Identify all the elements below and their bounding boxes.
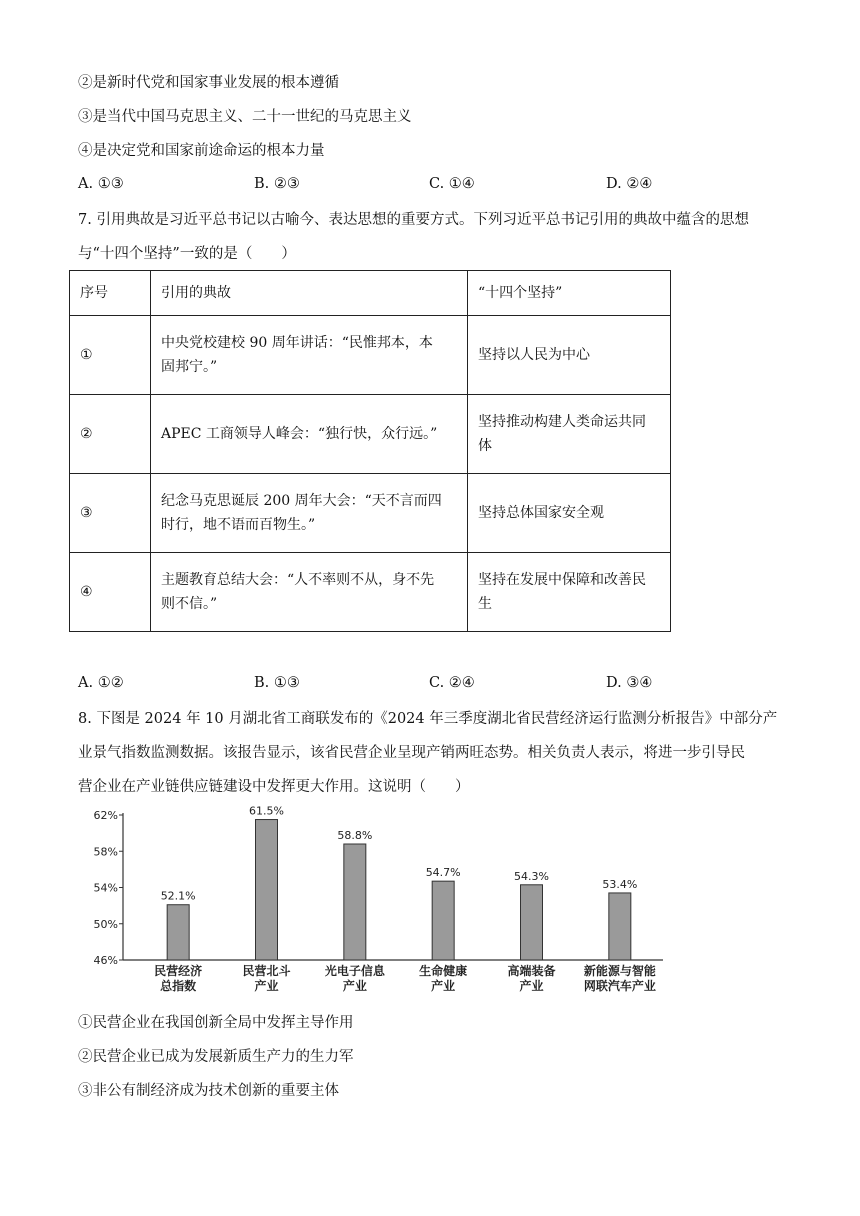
row-allusion: 主题教育总结大会：“人不率则不从，身不先 则不信。” (151, 553, 468, 632)
header-index: 序号 (70, 271, 151, 316)
x-tick-label: 产业 (519, 979, 544, 993)
q8-stem-line1: 8. 下图是 2024 年 10 月湖北省工商联发布的《2024 年三季度湖北省民营经济运行监测分析报告》中部分产 (78, 711, 778, 727)
x-tick-label: 高端装备 (507, 964, 556, 978)
table-row (70, 474, 671, 553)
y-tick-label: 50% (93, 917, 118, 931)
data-label: 54.3% (514, 869, 549, 883)
row-number: ④ (70, 553, 151, 632)
table-row (70, 316, 671, 395)
statement-3: ③是当代中国马克思主义、二十一世纪的马克思主义 (78, 109, 412, 125)
row-allusion: 中央党校建校 90 周年讲话：“民惟邦本，本 固邦宁。” (151, 316, 468, 395)
data-label: 54.7% (425, 866, 461, 880)
data-label: 58.8% (337, 829, 373, 842)
y-tick-label: 62% (93, 809, 118, 822)
statement-4: ④是决定党和国家前途命运的根本力量 (78, 143, 325, 159)
q7-options (78, 675, 718, 695)
q7-option-b[interactable]: B. ①③ (254, 675, 300, 691)
bar (344, 844, 366, 960)
x-tick-label: 民营北斗 (242, 964, 291, 978)
q8-choice-1: ①民营企业在我国创新全局中发挥主导作用 (78, 1015, 354, 1031)
table-row (70, 553, 671, 632)
table-row (70, 395, 671, 474)
q6-option-a[interactable]: A. ①③ (78, 176, 124, 192)
x-tick-label: 产业 (254, 979, 279, 993)
statement-2: ②是新时代党和国家事业发展的根本遵循 (78, 75, 339, 91)
row-number: ① (70, 316, 151, 395)
q8-choice-3: ③非公有制经济成为技术创新的重要主体 (78, 1083, 339, 1099)
q7-option-a[interactable]: A. ①② (78, 675, 124, 691)
row-adherence: 坚持在发展中保障和改善民 生 (468, 553, 671, 632)
q6-option-c[interactable]: C. ①④ (429, 176, 475, 192)
q8-choice-2: ②民营企业已成为发展新质生产力的生力军 (78, 1049, 354, 1065)
q6-options (78, 176, 718, 196)
x-tick-label: 产业 (342, 979, 367, 993)
x-tick-label: 光电子信息 (324, 964, 385, 978)
row-number: ② (70, 395, 151, 474)
row-adherence: 坚持总体国家安全观 (468, 474, 671, 553)
row-adherence: 坚持推动构建人类命运共同 体 (468, 395, 671, 474)
q6-option-d[interactable]: D. ②④ (606, 176, 653, 192)
row-adherence: 坚持以人民为中心 (468, 316, 671, 395)
x-tick-label: 民营经济 (154, 964, 203, 978)
x-tick-label: 网联汽车产业 (583, 979, 656, 993)
y-tick-label: 54% (93, 881, 118, 895)
x-tick-label: 总指数 (160, 979, 197, 993)
q7-option-c[interactable]: C. ②④ (429, 675, 475, 691)
bar (167, 905, 189, 960)
data-label: 52.1% (160, 889, 196, 903)
bar (609, 893, 631, 960)
industry-index-bar-chart (78, 805, 668, 1005)
row-allusion: 纪念马克思诞辰 200 周年大会：“天不言而四 时行，地不语而百物生。” (151, 474, 468, 553)
x-tick-label: 生命健康 (419, 964, 468, 978)
x-tick-label: 新能源与智能 (583, 964, 656, 978)
header-allusion: 引用的典故 (151, 271, 468, 316)
y-tick-label: 58% (93, 845, 118, 859)
row-allusion: APEC 工商领导人峰会：“独行快，众行远。” (151, 395, 468, 474)
x-tick-label: 产业 (431, 979, 456, 993)
header-adherence: “十四个坚持” (468, 271, 671, 316)
row-number: ③ (70, 474, 151, 553)
q6-option-b[interactable]: B. ②③ (254, 176, 300, 192)
bar (432, 881, 454, 960)
q7-option-d[interactable]: D. ③④ (606, 675, 653, 691)
data-label: 61.5% (249, 805, 284, 818)
bar (256, 820, 278, 960)
q8-stem-line2: 业景气指数监测数据。该报告显示，该省民营企业呈现产销两旺态势。相关负责人表示，将进一步引导民 (78, 745, 745, 761)
q8-stem-line3: 营企业在产业链供应链建设中发挥更大作用。这说明（ ） (78, 779, 470, 795)
q7-stem-line1: 7. 引用典故是习近平总书记以古喻今、表达思想的重要方式。下列习近平总书记引用的典故中蕴含的思想 (78, 212, 749, 228)
q7-stem-line2: 与“十四个坚持”一致的是（ ） (78, 246, 296, 262)
data-label: 53.4% (602, 877, 638, 891)
table-header-row (70, 271, 671, 316)
bar (521, 885, 543, 960)
y-tick-label: 46% (93, 954, 118, 967)
q7-table (69, 270, 671, 632)
